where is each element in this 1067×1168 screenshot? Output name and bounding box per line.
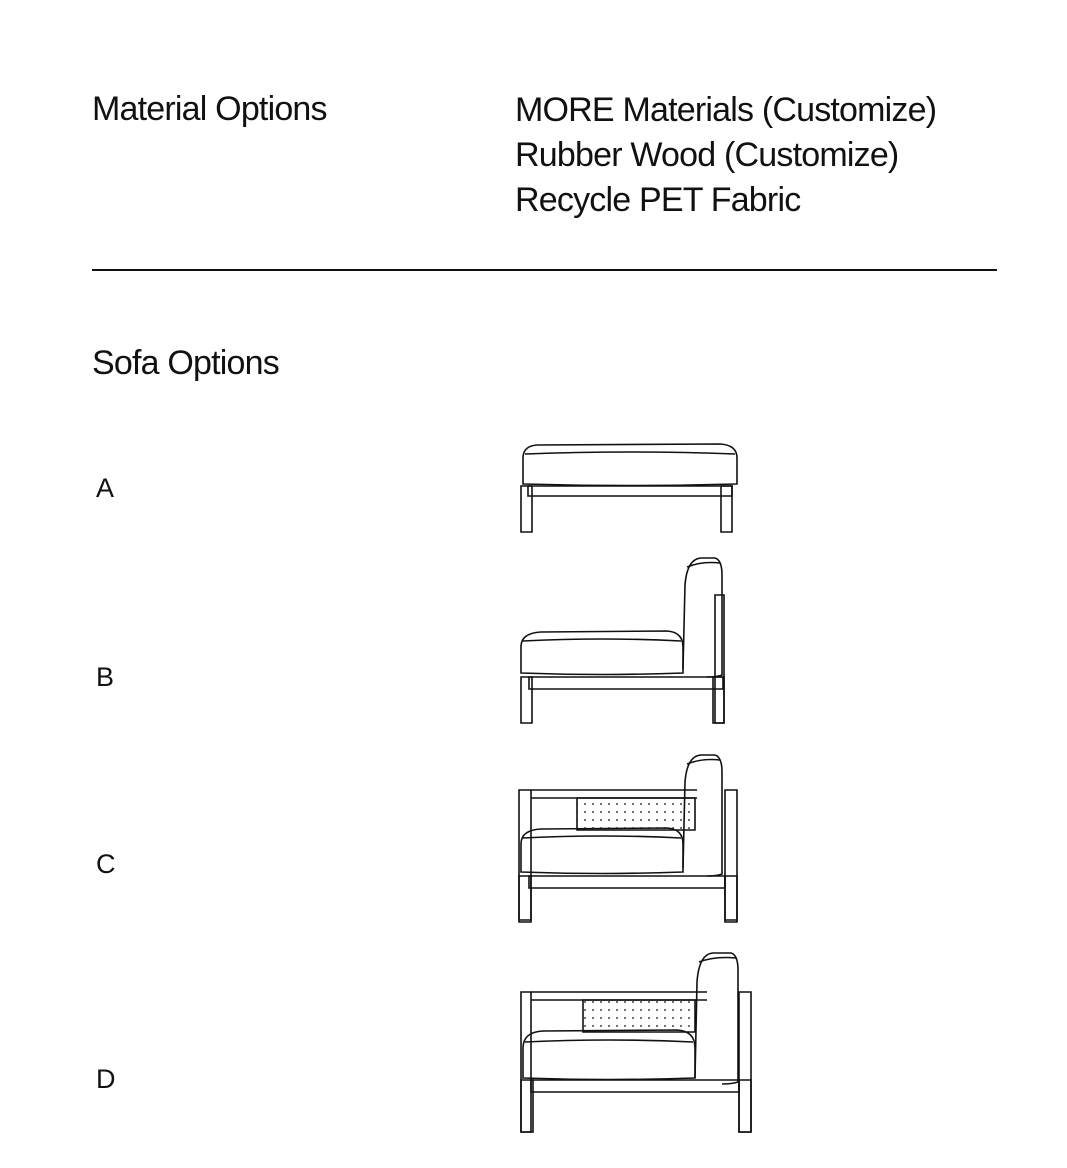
- sofa-option-label-c: C: [96, 849, 116, 879]
- left-arm-panel-module-icon: [517, 752, 742, 924]
- sofa-option-label-a: A: [96, 473, 115, 503]
- section-divider: [92, 269, 997, 271]
- sofa-option-label-b: B: [96, 662, 115, 692]
- sofa-options-heading: Sofa Options: [92, 344, 279, 382]
- material-options-heading: Material Options: [92, 90, 327, 128]
- armless-backrest-module-icon: [517, 555, 742, 727]
- right-arm-panel-module-icon: [517, 950, 757, 1135]
- ottoman-module-icon: [517, 440, 742, 535]
- material-option: MORE Materials (Customize): [515, 91, 937, 129]
- material-options-list: [515, 88, 936, 223]
- sofa-option-label-d: D: [96, 1064, 116, 1094]
- material-option: Rubber Wood (Customize): [515, 136, 899, 174]
- material-option: Recycle PET Fabric: [515, 181, 801, 219]
